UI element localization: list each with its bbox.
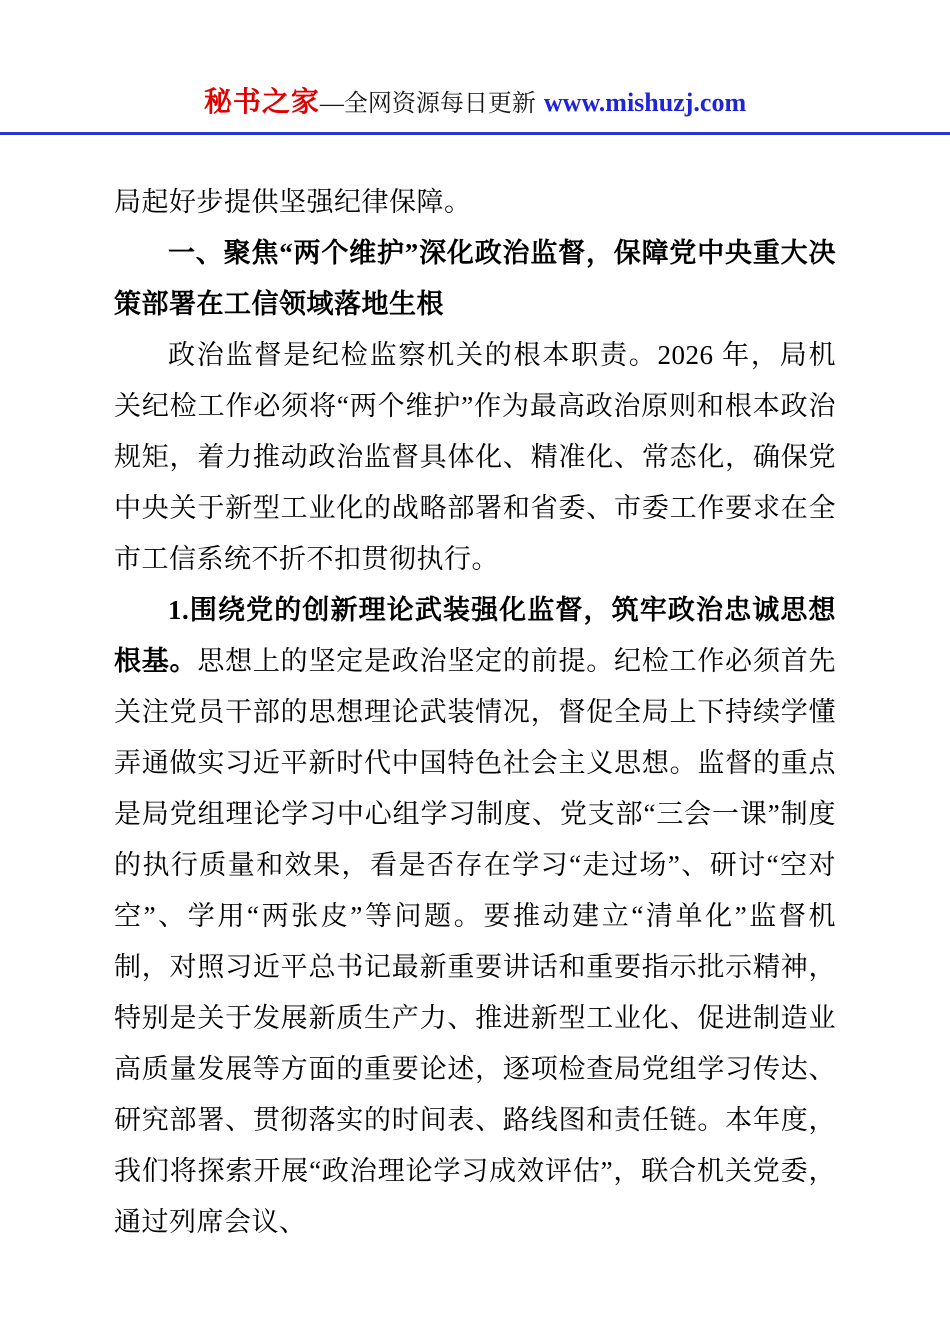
section-heading-text: 一、聚焦“两个维护”深化政治监督，保障党中央重大决策部署在工信领域落地生根: [114, 238, 836, 319]
paragraph: [114, 330, 836, 585]
paragraph-text: 局起好步提供坚强纪律保障。: [114, 187, 472, 217]
site-tagline: —全网资源每日更新: [319, 91, 536, 117]
paragraph-lead-bold: 1.围绕党的创新理论武装强化监督，筑牢政治忠诚思想根基。: [114, 595, 836, 676]
site-header: [0, 0, 950, 120]
paragraph-text: 政治监督是纪检监察机关的根本职责。2026 年，局机关纪检工作必须将“两个维护”作为最高政治原则和根本政治规矩，着力推动政治监督具体化、精准化、常态化，确保党中央关于新型工业化的战略部署和省委、市委工作要求在全市工信系统不折不扣贯彻执行。: [114, 340, 836, 574]
paragraph-continuation: [114, 177, 836, 228]
site-url-link[interactable]: www.mishuzj.com: [543, 88, 747, 117]
paragraph: [114, 585, 836, 1248]
site-name: 秘书之家: [203, 87, 320, 118]
paragraph-text: 思想上的坚定是政治坚定的前提。纪检工作必须首先关注党员干部的思想理论武装情况，督促全局上下持续学懂弄通做实习近平新时代中国特色社会主义思想。监督的重点是局党组理论学习中心组学习制度、党支部“三会一课”制度的执行质量和效果，看是否存在学习“走过场”、研讨“空对空”、学用“两张皮”等问题。要推动建立“清单化”监督机制，对照习近平总书记最新重要讲话和重要指示批示精神，特别是关于发展新质生产力、推进新型工业化、促进制造业高质量发展等方面的重要论述，逐项检查局党组学习传达、研究部署、贯彻落实的时间表、路线图和责任链。本年度，我们将探索开展“政治理论学习成效评估”，联合机关党委，通过列席会议、: [114, 646, 837, 1237]
document-body: [0, 135, 950, 1248]
section-heading: [114, 228, 836, 330]
